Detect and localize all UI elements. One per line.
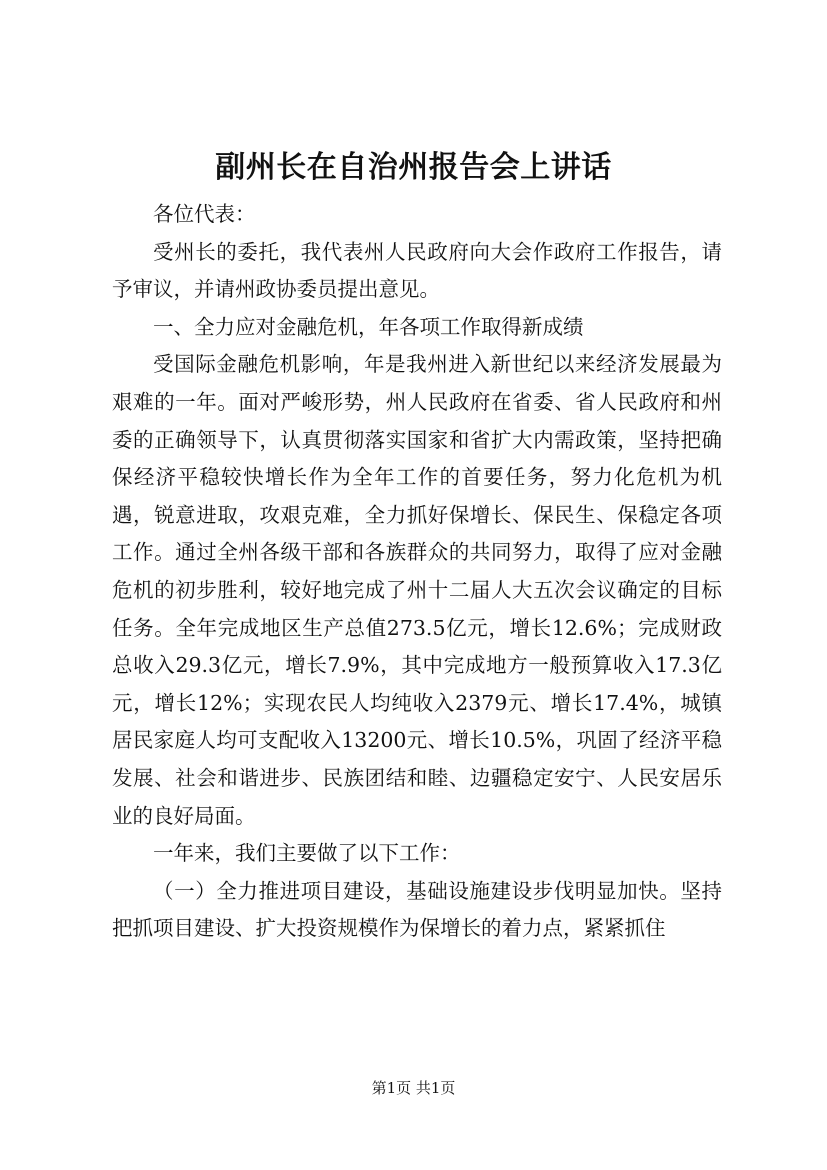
intro-paragraph: 受州长的委托，我代表州人民政府向大会作政府工作报告，请予审议，并请州政协委员提出意见。 xyxy=(112,239,722,302)
summary-paragraph: 受国际金融危机影响，年是我州进入新世纪以来经济发展最为艰难的一年。面对严峻形势，州人民政府在省委、省人民政府和州委的正确领导下，认真贯彻落实国家和省扩大内需政策，坚持把确保经济平稳较快增长作为全年工作的首要任务，努力化危机为机遇，锐意进取，攻艰克难，全力抓好保增长、保民生、保稳定各项工作。通过全州各级干部和各族群众的共同努力，取得了应对金融危机的初步胜利，较好地完成了州十二届人大五次会议确定的目标任务。全年完成地区生产总值273.5亿元，增长12.6%；完成财政总收入29.3亿元，增长7.9%，其中完成地方一般预算收入17.3亿元，增长12%；实现农民人均纯收入2379元、增长17.4%，城镇居民家庭人均可支配收入13200元、增长10.5%，巩固了经济平稳发展、社会和谐进步、民族团结和睦、边疆稳定安宁、人民安居乐业的良好局面。 xyxy=(112,352,722,828)
document-body xyxy=(112,196,722,948)
transition-paragraph: 一年来，我们主要做了以下工作： xyxy=(153,841,461,866)
section-heading: 一、全力应对金融危机，年各项工作取得新成绩 xyxy=(153,314,584,339)
project-paragraph: （一）全力推进项目建设，基础设施建设步伐明显加快。坚持把抓项目建设、扩大投资规模作为保增长的着力点，紧紧抓住 xyxy=(112,878,722,941)
page-footer: 第1页 共1页 xyxy=(371,1079,456,1097)
document-title: 副州长在自治州报告会上讲话 xyxy=(215,150,612,185)
salutation-paragraph: 各位代表： xyxy=(153,202,256,226)
